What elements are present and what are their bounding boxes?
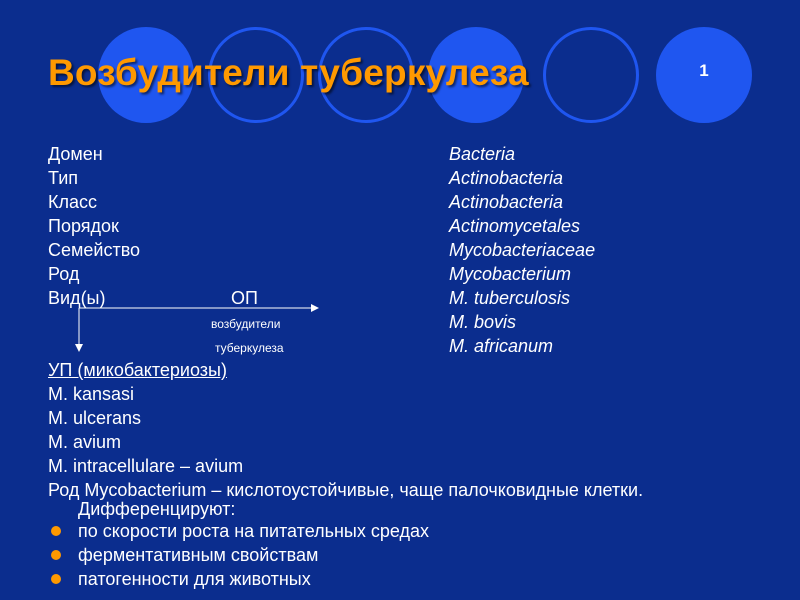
- slide-title: Возбудители туберкулеза: [48, 52, 529, 93]
- taxonomy-value: Actinobacteria: [449, 168, 564, 188]
- taxonomy-rank: Род: [48, 264, 80, 284]
- taxonomy-rank: Порядок: [48, 216, 119, 236]
- bullet-item: по скорости роста на питательных средах: [78, 521, 430, 541]
- taxonomy-rank: Домен: [48, 144, 103, 164]
- taxonomy-value: M. tuberculosis: [449, 288, 571, 308]
- up-species-item: M. avium: [48, 432, 122, 452]
- bullet-item: ферментативным свойствам: [78, 545, 319, 565]
- taxonomy-value: Mycobacterium: [449, 264, 572, 284]
- slide-number: 1: [699, 61, 709, 80]
- genus-description: Род Mycobacterium – кислотоустойчивые, чаще палочковидные клетки.: [48, 480, 644, 500]
- taxonomy-value: Actinobacteria: [449, 192, 564, 212]
- bullet-icon: [51, 550, 61, 560]
- taxonomy-rank: Тип: [48, 168, 79, 188]
- taxonomy-value: Bacteria: [449, 144, 516, 164]
- up-heading: УП (микобактериозы): [48, 360, 227, 380]
- up-species-item: M. kansasi: [48, 384, 135, 404]
- taxonomy-rank: Вид(ы): [48, 288, 106, 308]
- up-species-item: M. ulcerans: [48, 408, 142, 428]
- species-value: M. bovis: [449, 312, 517, 332]
- pathogen-note: туберкулеза: [215, 341, 284, 355]
- taxonomy-rank: Семейство: [48, 240, 141, 260]
- taxonomy-value: Actinomycetales: [449, 216, 581, 236]
- taxonomy-rank: Класс: [48, 192, 97, 212]
- genus-description-continued: Дифференцируют:: [78, 499, 236, 519]
- bullet-icon: [51, 574, 61, 584]
- bullet-icon: [51, 526, 61, 536]
- pathogen-note: возбудители: [211, 317, 281, 331]
- bullet-item: патогенности для животных: [78, 569, 311, 589]
- op-label: ОП: [231, 288, 258, 308]
- up-species-item: M. intracellulare – avium: [48, 456, 244, 476]
- taxonomy-value: Mycobacteriaceae: [449, 240, 596, 260]
- species-value: M. africanum: [449, 336, 554, 356]
